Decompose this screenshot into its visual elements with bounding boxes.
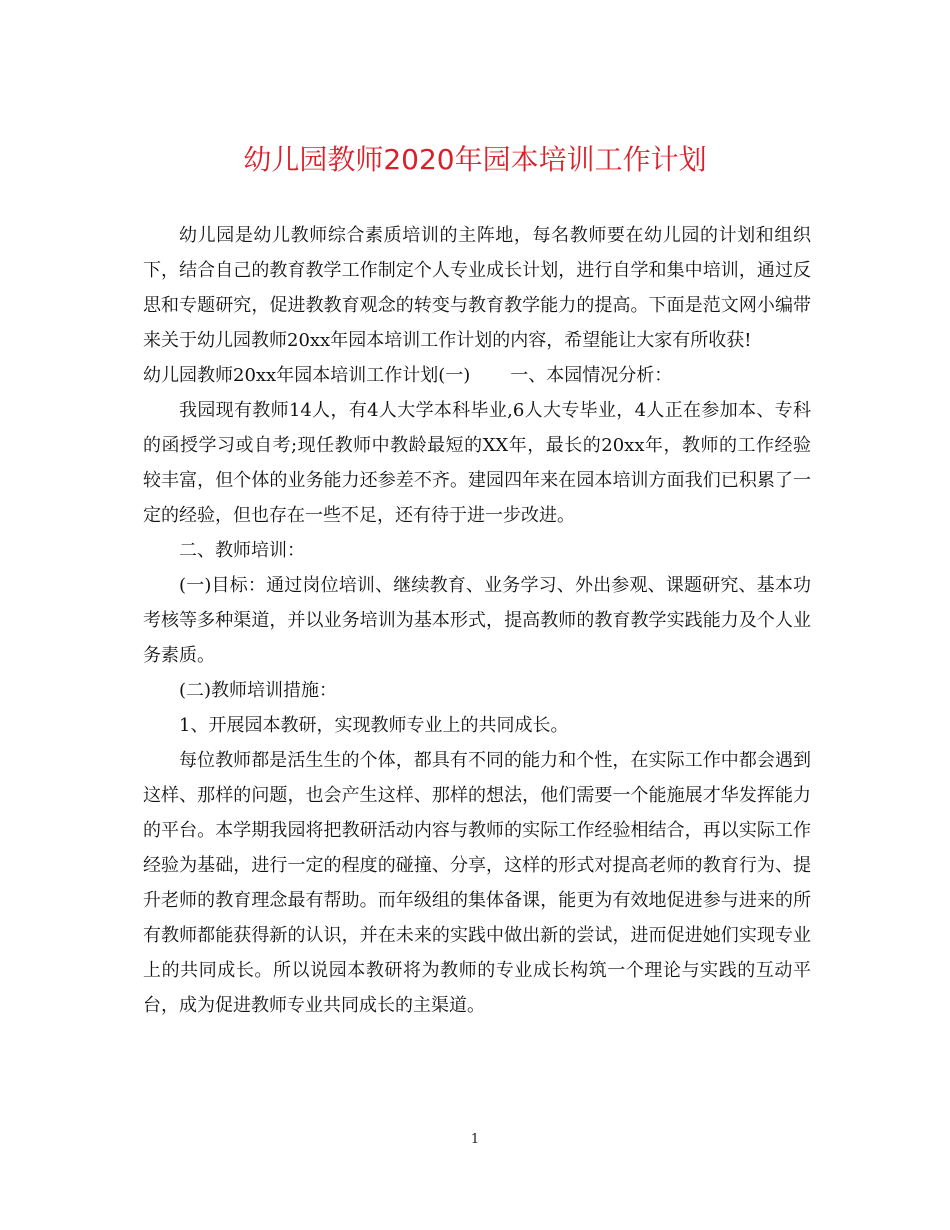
document-title: 幼儿园教师2020年园本培训工作计划 xyxy=(243,143,707,176)
goal-paragraph: (一)目标：通过岗位培训、继续教育、业务学习、外出参观、课题研究、基本功考核等多种渠道，并以业务培训为基本形式，提高教师的教育教学实践能力及个人业务素质。 xyxy=(143,575,811,666)
intro-paragraph: 幼儿园是幼儿教师综合素质培训的主阵地，每名教师要在幼儿园的计划和组织下，结合自己的教育教学工作制定个人专业成长计划，进行自学和集中培训，通过反思和专题研究，促进教教育观念的转变与教育教学能力的提高。下面是范文网小编带来关于幼儿园教师20xx年园本培训工作计划的内容，希望能让大家有所收获! xyxy=(143,225,811,351)
item-1-heading: 1、开展园本教研，实现教师专业上的共同成长。 xyxy=(179,715,569,736)
situation-paragraph: 我园现有教师14人，有4人大学本科毕业,6人大专毕业，4人正在参加本、专科的函授学习或自考;现任教师中教龄最短的XX年，最长的20xx年，教师的工作经验较丰富，但个体的业务能力还参差不齐。建园四年来在园本培训方面我们已积累了一定的经验，但也存在一些不足，还有待于进一步改进。 xyxy=(143,400,811,526)
section-heading-training: 二、教师培训： xyxy=(179,540,305,561)
section-heading-situation: 一、本园情况分析： xyxy=(510,365,673,386)
page-number: 1 xyxy=(470,1132,480,1147)
section-title: 幼儿园教师20xx年园本培训工作计划(一) xyxy=(143,365,471,386)
document-body xyxy=(143,218,811,1023)
section-title-line xyxy=(143,358,811,393)
measures-heading: (二)教师培训措施： xyxy=(179,680,338,701)
item-1-paragraph: 每位教师都是活生生的个体，都具有不同的能力和个性，在实际工作中都会遇到这样、那样的问题，也会产生这样、那样的想法，他们需要一个能施展才华发挥能力的平台。本学期我园将把教研活动内容与教师的实际工作经验相结合，再以实际工作经验为基础，进行一定的程度的碰撞、分享，这样的形式对提高老师的教育行为、提升老师的教育理念最有帮助。而年级组的集体备课，能更为有效地促进参与进来的所有教师都能获得新的认识，并在未来的实践中做出新的尝试，进而促进她们实现专业上的共同成长。所以说园本教研将为教师的专业成长构筑一个理论与实践的互动平台，成为促进教师专业共同成长的主渠道。 xyxy=(143,750,811,1016)
